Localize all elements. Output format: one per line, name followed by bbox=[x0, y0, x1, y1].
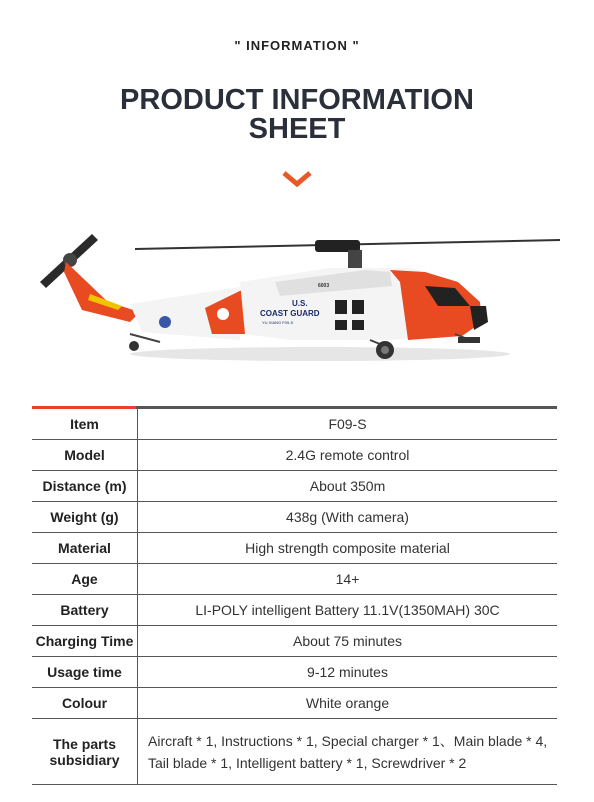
title-line-1: PRODUCT INFORMATION bbox=[120, 84, 474, 116]
table-row-parts bbox=[32, 719, 557, 785]
row-label: Battery bbox=[32, 595, 138, 626]
section-tag: " INFORMATION " bbox=[234, 38, 360, 53]
parts-label-line-2: subsidiary bbox=[49, 751, 120, 768]
row-label: Model bbox=[32, 440, 138, 471]
table-row bbox=[32, 533, 557, 564]
row-label: Item bbox=[32, 409, 138, 440]
row-value: 2.4G remote control bbox=[138, 440, 558, 471]
row-label bbox=[32, 719, 138, 785]
marking-tail-number: 6003 bbox=[318, 283, 330, 289]
row-label: Distance (m) bbox=[32, 471, 138, 502]
title-line-2: SHEET bbox=[248, 113, 346, 145]
row-value: LI-POLY intelligent Battery 11.1V(1350MAH) 30C bbox=[138, 595, 558, 626]
parts-value-line-1: Aircraft * 1, Instructions * 1, Special charger * 1、Main blade * 4, bbox=[148, 732, 548, 749]
table-row bbox=[32, 595, 557, 626]
row-label: Weight (g) bbox=[32, 502, 138, 533]
marking-coast-guard: COAST GUARD bbox=[260, 309, 320, 318]
table-row bbox=[32, 626, 557, 657]
table-row bbox=[32, 471, 557, 502]
table-row bbox=[32, 657, 557, 688]
marking-us: U.S. bbox=[292, 299, 308, 308]
chevron-down-icon bbox=[281, 170, 313, 188]
table-row bbox=[32, 688, 557, 719]
row-value: High strength composite material bbox=[138, 533, 558, 564]
marking-model: YU XIANG F09-S bbox=[262, 320, 294, 325]
table-top-rule bbox=[32, 406, 557, 409]
row-value: White orange bbox=[138, 688, 558, 719]
row-label: Colour bbox=[32, 688, 138, 719]
page-title bbox=[0, 86, 594, 144]
parts-value-line-2: Tail blade * 1, Intelligent battery * 1, Screwdriver * 2 bbox=[148, 754, 467, 771]
row-value: 9-12 minutes bbox=[138, 657, 558, 688]
table-row bbox=[32, 502, 557, 533]
table-row bbox=[32, 440, 557, 471]
row-value bbox=[138, 719, 558, 785]
row-value: 438g (With camera) bbox=[138, 502, 558, 533]
row-label: Material bbox=[32, 533, 138, 564]
row-label: Age bbox=[32, 564, 138, 595]
table-row bbox=[32, 564, 557, 595]
row-value: About 75 minutes bbox=[138, 626, 558, 657]
parts-label-line-1: The parts bbox=[52, 735, 116, 752]
table-row bbox=[32, 409, 557, 440]
helicopter-image bbox=[30, 222, 570, 372]
row-value: 14+ bbox=[138, 564, 558, 595]
row-value: About 350m bbox=[138, 471, 558, 502]
spec-table bbox=[32, 406, 557, 785]
row-value: F09-S bbox=[138, 409, 558, 440]
row-label: Charging Time bbox=[32, 626, 138, 657]
row-label: Usage time bbox=[32, 657, 138, 688]
